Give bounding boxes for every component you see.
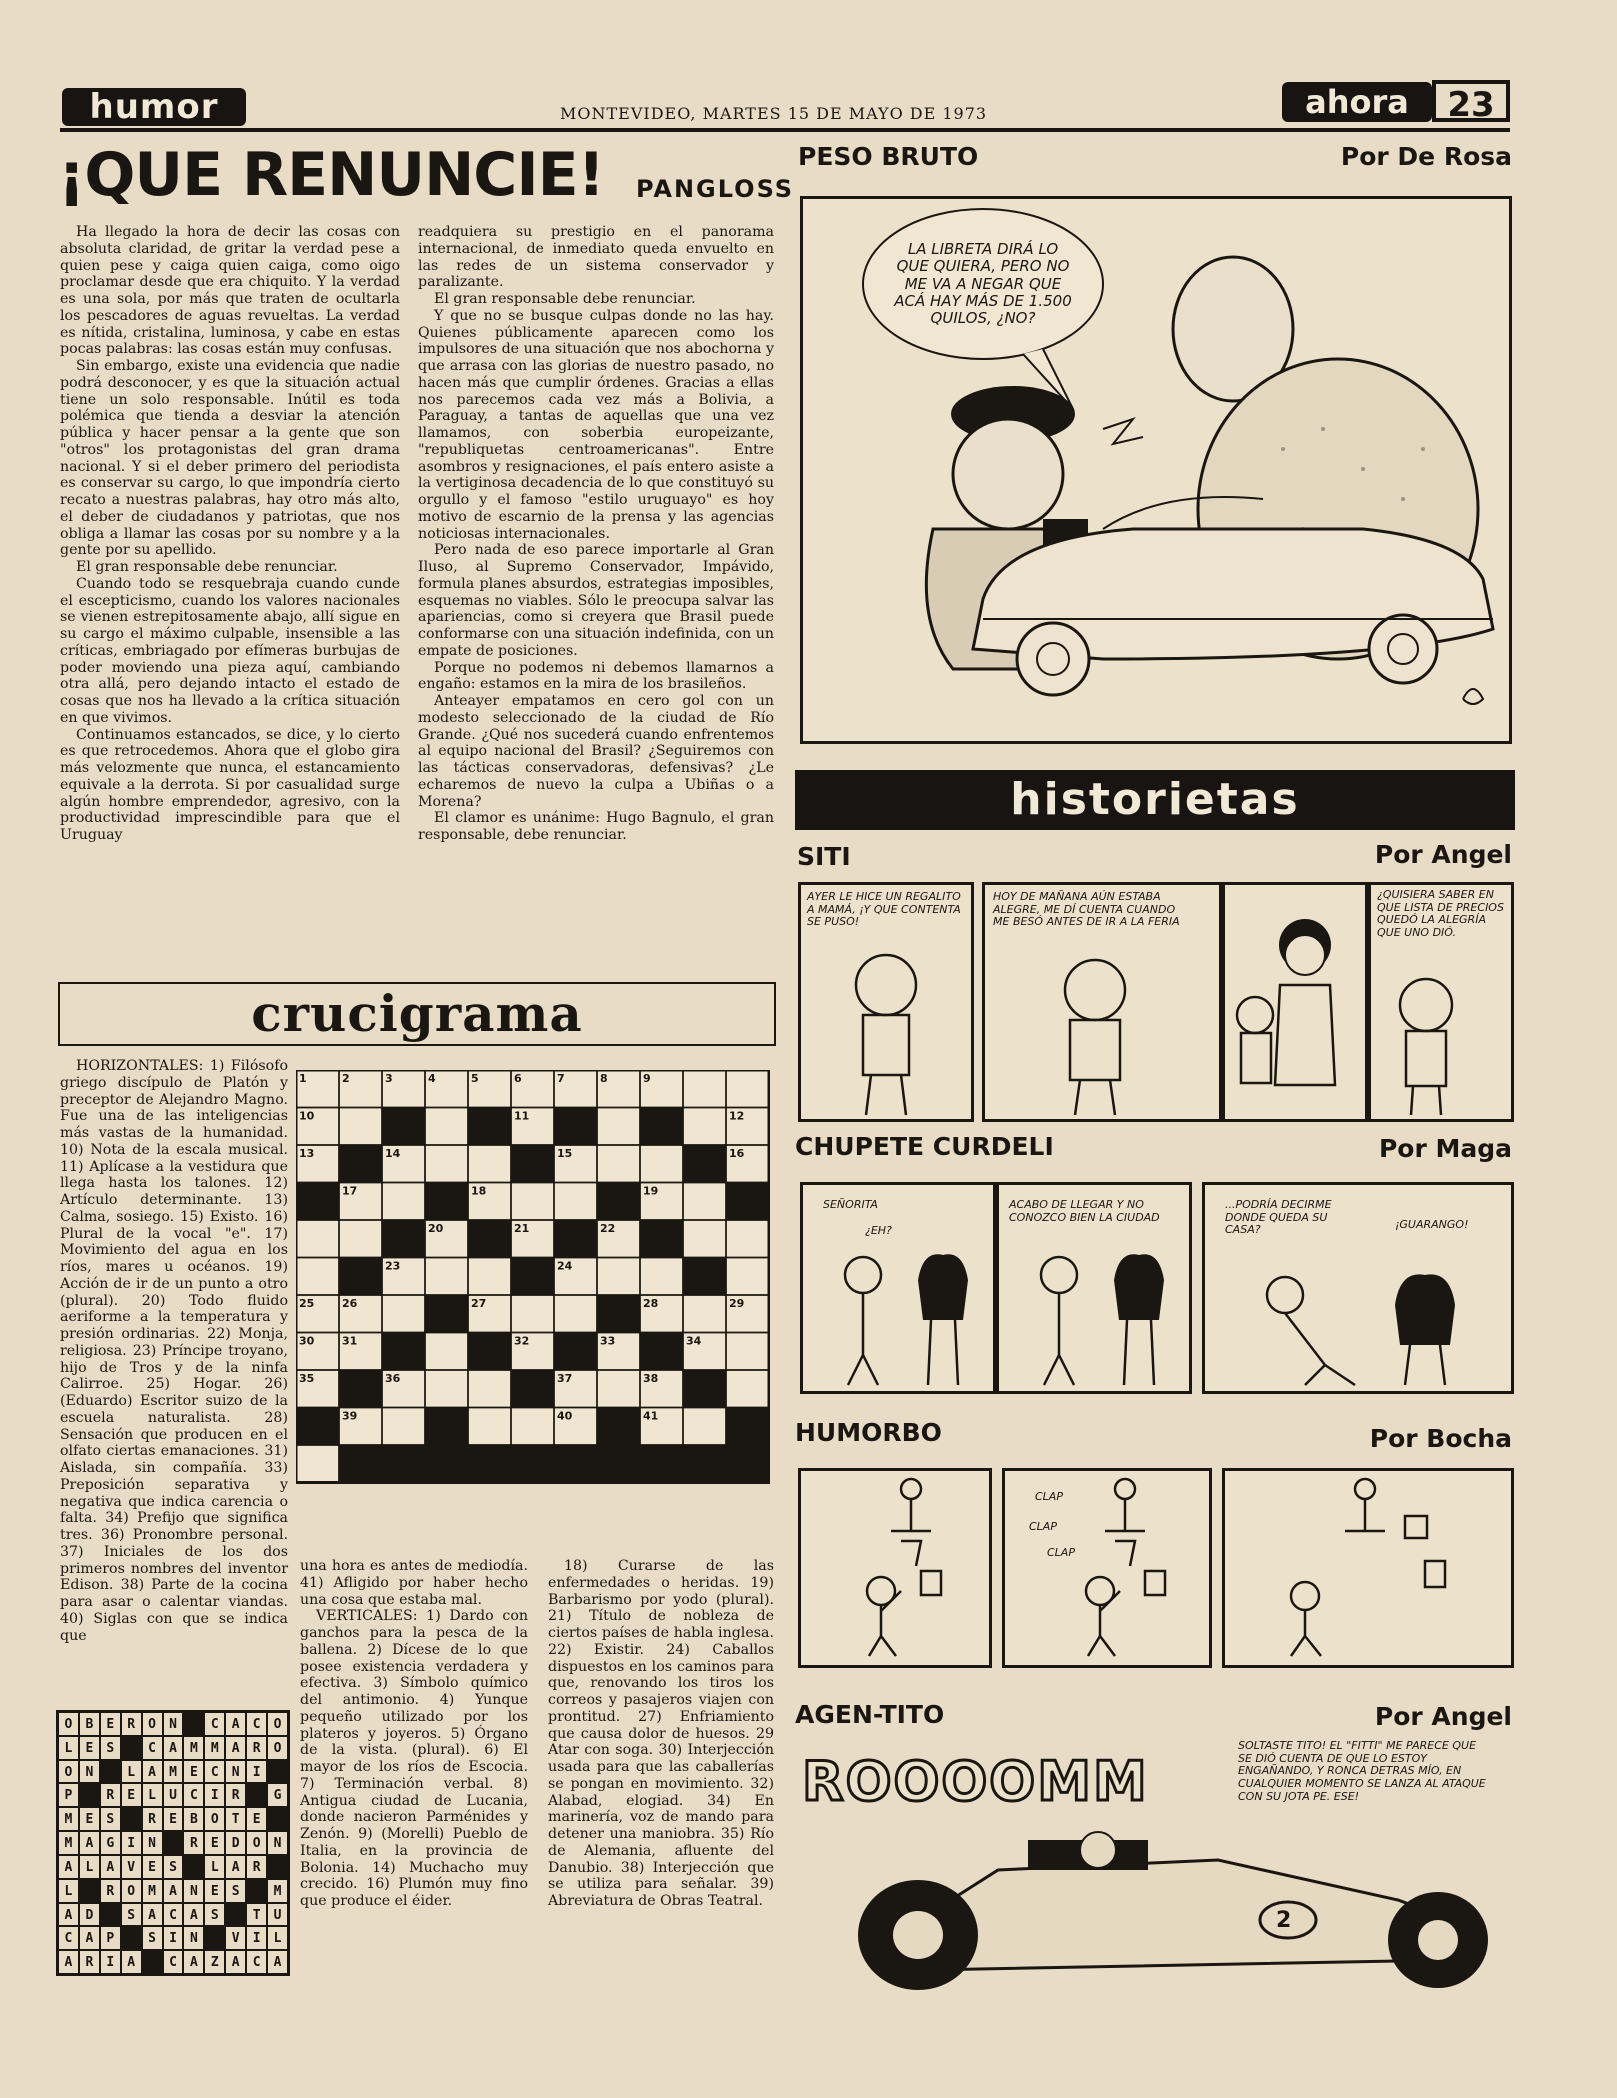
siti-character: [985, 945, 1219, 1120]
solution-black-cell: [267, 1807, 288, 1831]
strip-title-chupete: CHUPETE CURDELI: [795, 1132, 1054, 1161]
solution-cell: R: [100, 1879, 121, 1903]
solution-black-cell: [204, 1926, 225, 1950]
solution-cell: A: [163, 1736, 184, 1760]
crossword-black-cell: [511, 1145, 554, 1183]
crossword-number: 22: [600, 1222, 616, 1235]
solution-cell: C: [163, 1903, 184, 1927]
race-car-drawing: [798, 1810, 1514, 1992]
crossword-number: 5: [471, 1072, 479, 1085]
speech-bubble: ¿QUISIERA SABER EN QUE LISTA DE PRECIOS QUEDÓ LA ALEGRÍA QUE UNO DIÓ.: [1377, 888, 1504, 939]
crossword-number: 40: [557, 1409, 573, 1423]
paragraph: Ha llegado la hora de decir las cosas con absoluta claridad, de gritar la verdad pese a quien pese y caiga quien caiga, como oigo proclamar desde que era chiquito. Y la verdad es una sola, por más que traten de ocultarla los pescadores de aguas revueltas. La verdad es nítida, cristalina, luminosa, y cabe en estas pocas palabras: las cosas están muy confusas.: [60, 224, 400, 358]
solution-cell: M: [142, 1879, 163, 1903]
crossword-number: 8: [600, 1072, 608, 1085]
crossword-number: 21: [514, 1222, 530, 1235]
solution-cell: L: [267, 1926, 288, 1950]
solution-cell: C: [163, 1950, 184, 1974]
solution-cell: A: [163, 1879, 184, 1903]
car-number: 2: [1276, 1908, 1292, 1933]
crossword-black-cell: [511, 1445, 554, 1483]
solution-cell: O: [58, 1712, 79, 1736]
sound-effect: ROOOOMM: [802, 1750, 1149, 1813]
crossword-black-cell: [597, 1295, 640, 1333]
solution-cell: A: [58, 1950, 79, 1974]
crossword-number: 13: [299, 1147, 315, 1160]
crossword-black-cell: [683, 1445, 726, 1483]
solution-cell: L: [79, 1855, 100, 1879]
solution-black-cell: [246, 1783, 267, 1807]
crossword-black-cell: [468, 1333, 511, 1371]
solution-cell: S: [163, 1855, 184, 1879]
crossword-title: crucigrama: [251, 984, 583, 1043]
paragraph: El gran responsable debe renunciar.: [434, 291, 696, 307]
solution-cell: E: [121, 1783, 142, 1807]
solution-cell: E: [246, 1807, 267, 1831]
solution-black-cell: [142, 1950, 163, 1974]
article-author: PANGLOSS: [636, 175, 795, 203]
clue-text: HORIZONTALES: 1) Filósofo griego discípulo de Platón y preceptor de Alejandro Magno. Fue una de las inteligencias más vastas de la humanidad. 10) Nota de la escala musical. 11) Aplícase a la vestidura que llega hasta los talones. 12) Artículo determinante. 13) Calma, sosiego. 15) Existo. 16) Plural de la vocal "e". 17) Movimiento del agua en los ríos, mares u océanos. 19) Acción de ir de un punto a otro (plural). 20) Todo fluido aeriforme a la temperatura y presión ordinarias. 22) Monja, religiosa. 23) Príncipe troyano, hijo de Tros y de la ninfa Calirroe. 25) Hogar. 26) (Eduardo) Escritor suizo de la escuela naturalista. 28) Sensación que producen en el olfato ciertas emanaciones. 31) Aislada, sin compañía. 33) Preposición separativa y negativa que indica carencia o falta. 34) Prefijo que significa tres. 36) Pronombre personal. 37) Iniciales de los dos primeros nombres del inventor Edison. 38) Parte de la cocina para asar o calentar viandas. 40) Siglas con que se indica que: [60, 1058, 288, 1644]
solution-black-cell: [183, 1712, 204, 1736]
crossword-number: 14: [385, 1147, 401, 1160]
solution-black-cell: [79, 1783, 100, 1807]
crossword-black-cell: [382, 1333, 425, 1371]
crossword-black-cell: [468, 1108, 511, 1146]
solution-black-cell: [121, 1926, 142, 1950]
crossword-black-cell: [339, 1145, 382, 1183]
crossword-number: 18: [471, 1184, 487, 1198]
solution-cell: Z: [204, 1950, 225, 1974]
paragraph: Sin embargo, existe una evidencia que nadie podrá desconocer, y es que la situación actual tiene un solo responsable. Inútil es toda polémica que tienda a desviar la atención pública y hacer pensar a la gente que son "otros" los protagonistas del gran drama nacional. Y si el deber primero del periodista es conservar su cargo, lo que impondría cierto recato a nuestras palabras, hay otro más alto, el deber de ciudadanos y patriotas, que nos obliga a llamar las cosas por su nombre y a la gente por su apellido.: [60, 358, 400, 559]
solution-cell: E: [79, 1807, 100, 1831]
solution-cell: S: [100, 1807, 121, 1831]
crossword-number: 37: [557, 1372, 573, 1385]
header-rule: [60, 128, 1510, 132]
strip-title-agentito: AGEN-TITO: [795, 1700, 945, 1729]
agentito-panel: [798, 1740, 1514, 1992]
crossword-black-cell: [554, 1333, 597, 1371]
solution-cell: I: [204, 1783, 225, 1807]
paragraph: Pero nada de eso parece importarle al Gran Iluso, al Supremo Conservador, Impávido, formula planes absurdos, estrategias imposibles, esquemas no viables. Sólo le preocupa salvar las apariencias, como si creyera que Brasil puede conformarse con una situación indefinida, con un empate de posiciones.: [418, 542, 774, 659]
solution-cell: R: [100, 1783, 121, 1807]
strip-author-siti: Por Angel: [1374, 840, 1512, 869]
sound-effect: CLAP: [1047, 1546, 1075, 1559]
solution-cell: C: [183, 1783, 204, 1807]
solution-cell: E: [183, 1760, 204, 1784]
crossword-black-cell: [382, 1108, 425, 1146]
solution-cell: E: [163, 1807, 184, 1831]
article-column-2: [418, 224, 774, 844]
siti-mother: [1225, 885, 1365, 1119]
solution-cell: A: [58, 1855, 79, 1879]
solution-cell: R: [225, 1783, 246, 1807]
crossword-number: 35: [299, 1372, 315, 1385]
solution-cell: E: [100, 1712, 121, 1736]
solution-cell: E: [204, 1831, 225, 1855]
solution-black-cell: [121, 1736, 142, 1760]
crossword-number: 10: [299, 1109, 315, 1123]
crossword-number: 28: [643, 1297, 659, 1310]
solution-black-cell: [79, 1879, 100, 1903]
solution-cell: P: [100, 1926, 121, 1950]
solution-cell: M: [267, 1879, 288, 1903]
solution-cell: A: [79, 1926, 100, 1950]
speech-bubble: AYER LE HICE UN REGALITO A MAMÁ, ¡Y QUE CONTENTA SE PUSO!: [807, 890, 961, 929]
speech-bubble: ¿EH?: [865, 1224, 892, 1237]
sound-effect: CLAP: [1035, 1490, 1063, 1503]
solution-cell: C: [246, 1712, 267, 1736]
solution-cell: N: [79, 1760, 100, 1784]
solution-cell: O: [142, 1712, 163, 1736]
solution-cell: E: [204, 1879, 225, 1903]
paragraph: Anteayer empatamos en cero gol con un modesto seleccionado de la ciudad de Río Grande. ¿Qué nos sucederá cuando enfrentemos al equipo nacional del Brasil? ¿Seguiremos con las tácticas conservadoras, defensivas? ¿Le echaremos de nuevo la culpa a Ubiñas o a Morena?: [418, 693, 774, 810]
solution-cell: O: [121, 1879, 142, 1903]
paragraph: El clamor es unánime: Hugo Bagnulo, el gran responsable, debe renunciar.: [418, 810, 774, 843]
crossword-number: 3: [385, 1072, 393, 1085]
strip-author-humorbo: Por Bocha: [1369, 1424, 1512, 1453]
crossword-number: 41: [643, 1409, 659, 1423]
speech-bubble: ¡GUARANGO!: [1395, 1218, 1469, 1231]
solution-cell: A: [121, 1950, 142, 1974]
humorbo-panel-1: [798, 1468, 992, 1668]
crossword-black-cell: [597, 1183, 640, 1221]
solution-cell: C: [246, 1950, 267, 1974]
solution-cell: V: [121, 1855, 142, 1879]
crossword-black-cell: [597, 1445, 640, 1483]
crossword-number: 9: [643, 1072, 651, 1085]
speech-bubble: HOY DE MAÑANA AÚN ESTABA ALEGRE, ME DÍ CUENTA CUANDO ME BESÓ ANTES DE IR A LA FERIA: [993, 890, 1180, 929]
crossword-black-cell: [683, 1145, 726, 1183]
siti-panel-1: [798, 882, 974, 1122]
crossword-clues-horizontal: [60, 1058, 288, 1644]
article-column-1: [60, 224, 400, 844]
solution-cell: L: [121, 1760, 142, 1784]
solution-cell: A: [225, 1712, 246, 1736]
solution-cell: A: [142, 1760, 163, 1784]
solution-cell: N: [267, 1831, 288, 1855]
crossword-black-cell: [554, 1108, 597, 1146]
solution-cell: L: [58, 1879, 79, 1903]
solution-cell: M: [183, 1736, 204, 1760]
solution-cell: C: [58, 1926, 79, 1950]
solution-cell: S: [225, 1879, 246, 1903]
historietas-banner: historietas: [795, 770, 1515, 830]
solution-black-cell: [163, 1831, 184, 1855]
solution-black-cell: [100, 1760, 121, 1784]
crossword-number: 39: [342, 1409, 358, 1423]
solution-cell: O: [204, 1807, 225, 1831]
solution-cell: R: [183, 1831, 204, 1855]
solution-cell: O: [267, 1736, 288, 1760]
crossword-black-cell: [726, 1445, 769, 1483]
solution-cell: O: [58, 1760, 79, 1784]
crossword-black-cell: [468, 1445, 511, 1483]
crossword-number: 16: [729, 1147, 745, 1160]
crossword-number: 27: [471, 1297, 487, 1310]
solution-cell: L: [58, 1736, 79, 1760]
clue-text: una hora es antes de mediodía. 41) Afligido por haber hecho una cosa que estaba mal.: [300, 1558, 528, 1608]
solution-cell: A: [225, 1950, 246, 1974]
solution-cell: M: [58, 1807, 79, 1831]
crossword-black-cell: [511, 1370, 554, 1408]
solution-cell: U: [163, 1783, 184, 1807]
solution-cell: S: [142, 1926, 163, 1950]
chupete-characters: [1205, 1255, 1511, 1391]
crossword-number: 1: [299, 1072, 307, 1085]
crossword-black-cell: [339, 1258, 382, 1296]
crossword-solution: [56, 1710, 290, 1976]
clue-text: VERTICALES: 1) Dardo con ganchos para la pesca de la ballena. 2) Dícese de lo que posee existencia verdadera y efectiva. 3) Símbolo químico del antimonio. 4) Yunque pequeño utilizado por los plateros y joyeros. 5) Órgano de la vista. (plural). 6) El mayor de los ríos de Escocia. 7) Terminación verbal. 8) Antigua ciudad de Lucania, donde nacieron Parménides y Zenón. 9) (Morelli) Pueblo de Italia, en la provincia de Bolonia. 14) Muchacho muy crecido. 16) Plumón muy fino que produce el éider.: [300, 1608, 528, 1909]
crossword-black-cell: [640, 1220, 683, 1258]
crossword-black-cell: [425, 1408, 468, 1446]
paragraph: Continuamos estancados, se dice, y lo cierto es que retrocedemos. Ahora que el globo gira más velozmente que nunca, el estancamiento equivale a la derrota. Si por casualidad surge algún hombre emprendedor, agresivo, con la productividad imprescindible para que el Uruguay: [60, 726, 400, 843]
crossword-number: 31: [342, 1334, 358, 1348]
crossword-black-cell: [597, 1408, 640, 1446]
solution-cell: A: [225, 1855, 246, 1879]
solution-cell: R: [246, 1855, 267, 1879]
crossword-number: 15: [557, 1147, 573, 1160]
crossword-number: 36: [385, 1372, 401, 1385]
siti-character: [801, 935, 971, 1120]
crossword-number: 34: [686, 1334, 702, 1348]
crossword-black-cell: [726, 1408, 769, 1446]
crossword-number: 19: [643, 1184, 659, 1198]
solution-cell: G: [267, 1783, 288, 1807]
solution-black-cell: [100, 1903, 121, 1927]
solution-black-cell: [225, 1903, 246, 1927]
crossword-black-cell: [683, 1370, 726, 1408]
article-headline: ¡QUE RENUNCIE!: [58, 140, 605, 210]
solution-cell: M: [58, 1831, 79, 1855]
crossword-number: 20: [428, 1222, 444, 1235]
chupete-panel-1: [800, 1182, 996, 1394]
crossword-black-cell: [726, 1183, 769, 1221]
crossword-clues-vertical-2: [548, 1558, 774, 1910]
crossword-grid: [296, 1070, 770, 1486]
solution-cell: C: [204, 1760, 225, 1784]
speech-bubble: LA LIBRETA DIRÁ LO QUE QUIERA, PERO NO ME VA A NEGAR QUE ACÁ HAY MÁS DE 1.500 QUILOS, ¿NO?: [894, 240, 1072, 327]
chupete-characters: [803, 1245, 993, 1391]
solution-cell: L: [204, 1855, 225, 1879]
peso-bruto-panel: [800, 196, 1512, 744]
solution-cell: G: [100, 1831, 121, 1855]
solution-cell: O: [267, 1712, 288, 1736]
humorbo-juggler: [801, 1471, 989, 1665]
siti-character: [1371, 965, 1511, 1120]
paragraph: Porque no podemos ni debemos llamarnos a engaño: estamos en la mira de los brasileños.: [418, 659, 774, 693]
crossword-number: 29: [729, 1297, 745, 1310]
solution-cell: E: [142, 1855, 163, 1879]
crossword-black-cell: [554, 1445, 597, 1483]
crossword-black-cell: [382, 1220, 425, 1258]
crossword-black-cell: [640, 1333, 683, 1371]
solution-cell: A: [58, 1903, 79, 1927]
solution-cell: R: [79, 1950, 100, 1974]
solution-cell: I: [163, 1926, 184, 1950]
solution-cell: C: [142, 1736, 163, 1760]
solution-cell: T: [225, 1807, 246, 1831]
crossword-number: 30: [299, 1334, 315, 1348]
newspaper-name: ahora: [1282, 82, 1432, 122]
crossword-black-cell: [554, 1220, 597, 1258]
crossword-black-cell: [511, 1258, 554, 1296]
crossword-black-cell: [468, 1220, 511, 1258]
humorbo-juggler: [1225, 1471, 1511, 1665]
cartoon-author: Por De Rosa: [1340, 142, 1512, 171]
crossword-number: 32: [514, 1334, 530, 1348]
solution-cell: I: [246, 1926, 267, 1950]
crossword-black-cell: [339, 1370, 382, 1408]
crossword-number: 38: [643, 1372, 659, 1385]
solution-cell: P: [58, 1783, 79, 1807]
solution-cell: N: [225, 1760, 246, 1784]
crossword-number: 7: [557, 1072, 565, 1085]
solution-cell: M: [204, 1736, 225, 1760]
crossword-number: 12: [729, 1109, 745, 1123]
paragraph: El gran responsable debe renunciar.: [76, 559, 338, 575]
solution-cell: U: [267, 1903, 288, 1927]
solution-cell: A: [183, 1903, 204, 1927]
solution-cell: S: [100, 1736, 121, 1760]
paragraph: readquiera su prestigio en el panorama internacional, de inmediato queda envuelto en las redes de un sistema conservador y paralizante.: [418, 224, 774, 291]
solution-black-cell: [246, 1879, 267, 1903]
solution-cell: N: [163, 1712, 184, 1736]
crossword-black-cell: [425, 1295, 468, 1333]
siti-panel-3: [1222, 882, 1368, 1122]
crossword-number: 4: [428, 1072, 436, 1085]
solution-cell: T: [246, 1903, 267, 1927]
solution-cell: I: [100, 1950, 121, 1974]
solution-cell: S: [204, 1903, 225, 1927]
crossword-number: 23: [385, 1259, 401, 1273]
solution-black-cell: [267, 1760, 288, 1784]
solution-cell: O: [246, 1831, 267, 1855]
chupete-panel-2: [996, 1182, 1192, 1394]
solution-cell: A: [225, 1736, 246, 1760]
solution-cell: A: [183, 1950, 204, 1974]
solution-cell: R: [121, 1712, 142, 1736]
solution-cell: N: [142, 1831, 163, 1855]
sound-effect: CLAP: [1029, 1520, 1057, 1533]
strip-title-humorbo: HUMORBO: [795, 1418, 942, 1447]
solution-cell: A: [100, 1855, 121, 1879]
humorbo-panel-2: [1002, 1468, 1212, 1668]
solution-cell: N: [183, 1926, 204, 1950]
crossword-number: 11: [514, 1109, 530, 1123]
crossword-number: 17: [342, 1184, 358, 1198]
humorbo-panel-3: [1222, 1468, 1514, 1668]
strip-title-siti: SITI: [797, 842, 851, 871]
solution-cell: B: [79, 1712, 100, 1736]
solution-cell: C: [204, 1712, 225, 1736]
solution-black-cell: [121, 1807, 142, 1831]
crossword-number: 2: [342, 1072, 350, 1085]
solution-cell: A: [142, 1903, 163, 1927]
paragraph: Y que no se busque culpas donde no las hay. Quienes públicamente aparecen como los impulsores de una situación que nos abochorna y que arrasa con las glorias de nuestro pasado, no hacen más que cumplir órdenes. Gracias a ellas nos parecemos cada vez más a Bolivia, a Paraguay, a tantas de aquellas que una vez llamamos, con soberbia europeizante, "republiquetas centroamericanas". Entre asombros y resignaciones, el país entero asiste a la vertiginosa decadencia de lo que constituyó su orgullo y el famoso "estilo uruguayo" es hoy motivo de escarnio de la prensa y las agencias noticiosas internacionales.: [418, 307, 774, 542]
solution-cell: V: [225, 1926, 246, 1950]
crossword-number: 6: [514, 1072, 522, 1085]
crossword-black-cell: [296, 1183, 339, 1221]
crossword-black-cell: [425, 1445, 468, 1483]
dateline: MONTEVIDEO, MARTES 15 DE MAYO DE 1973: [560, 104, 988, 123]
solution-cell: B: [183, 1807, 204, 1831]
chupete-characters: [999, 1245, 1189, 1391]
solution-cell: R: [142, 1807, 163, 1831]
speech-bubble: ACABO DE LLEGAR Y NO CONOZCO BIEN LA CIUDAD: [1009, 1198, 1160, 1224]
section-tag: humor: [62, 88, 246, 126]
crossword-black-cell: [382, 1445, 425, 1483]
crossword-black-cell: [339, 1445, 382, 1483]
crossword-number: 26: [342, 1297, 358, 1310]
cartoon-title: PESO BRUTO: [798, 142, 979, 171]
solution-cell: A: [267, 1950, 288, 1974]
solution-cell: A: [79, 1831, 100, 1855]
page-number: 23: [1432, 80, 1510, 122]
clue-text: 18) Curarse de las enfermedades o heridas. 19) Barbarismo por yodo (plural). 21) Título de nobleza de ciertos países de habla inglesa. 22) Existir. 24) Caballos dispuestos en los caminos para que, renovando los tiros los correos y pasajeros viajen con prontitud. 27) Enfriamiento que causa dolor de huesos. 29 Atar con soga. 30) Interjección usada para que las caballerías se pongan en movimiento. 32) Alabad, elogiad. 34) En marinería, voz de mando para detener una maniobra. 35) Río de Alemania, afluente del Danubio. 38) Interjección que se utiliza para señalar. 39) Abreviatura de Obras Teatral.: [548, 1558, 774, 1909]
speech-bubble: SOLTASTE TITO! EL "FITTI" ME PARECE QUE SE DIÓ CUENTA DE QUE LO ESTOY ENGAÑANDO, Y RONCA DETRAS MÍO, EN CUALQUIER MOMENTO SE LANZA AL ATAQUE CON SU JOTA PE. ESE!: [1238, 1739, 1486, 1803]
paragraph: Cuando todo se resquebraja cuando cunde el escepticismo, cuando los valores nacionales se vienen estrepitosamente abajo, allí sigue en su cargo el máximo culpable, insensible a las críticas, embriagado por efímeras burbujas de poder moviendo una pieza aquí, cambiando otra allá, pero dejando intacto el estado de cosas que nos ha llevado a la crítica situación en que vivimos.: [60, 575, 400, 726]
solution-cell: R: [246, 1736, 267, 1760]
solution-cell: I: [246, 1760, 267, 1784]
strip-author-agentito: Por Angel: [1374, 1702, 1512, 1731]
crossword-number: 24: [557, 1259, 573, 1273]
solution-cell: E: [79, 1736, 100, 1760]
solution-cell: M: [163, 1760, 184, 1784]
crossword-number: 33: [600, 1334, 616, 1348]
crossword-black-cell: [640, 1445, 683, 1483]
strip-author-chupete: Por Maga: [1378, 1134, 1512, 1163]
speech-bubble: ...PODRÍA DECIRME DONDE QUEDA SU CASA?: [1225, 1198, 1332, 1237]
siti-panel-2: [982, 882, 1222, 1122]
crossword-black-cell: [296, 1408, 339, 1446]
solution-black-cell: [183, 1855, 204, 1879]
crossword-number: 25: [299, 1297, 315, 1310]
solution-cell: N: [183, 1879, 204, 1903]
crossword-clues-vertical: [300, 1558, 528, 1910]
solution-cell: L: [142, 1783, 163, 1807]
solution-cell: I: [121, 1831, 142, 1855]
solution-cell: D: [79, 1903, 100, 1927]
crossword-black-cell: [640, 1108, 683, 1146]
speech-bubble: SEÑORITA: [823, 1198, 878, 1211]
siti-panel-4: [1368, 882, 1514, 1122]
chupete-panel-3: [1202, 1182, 1514, 1394]
solution-cell: S: [121, 1903, 142, 1927]
solution-black-cell: [267, 1855, 288, 1879]
crossword-black-cell: [683, 1258, 726, 1296]
crossword-black-cell: [425, 1183, 468, 1221]
solution-cell: D: [225, 1831, 246, 1855]
